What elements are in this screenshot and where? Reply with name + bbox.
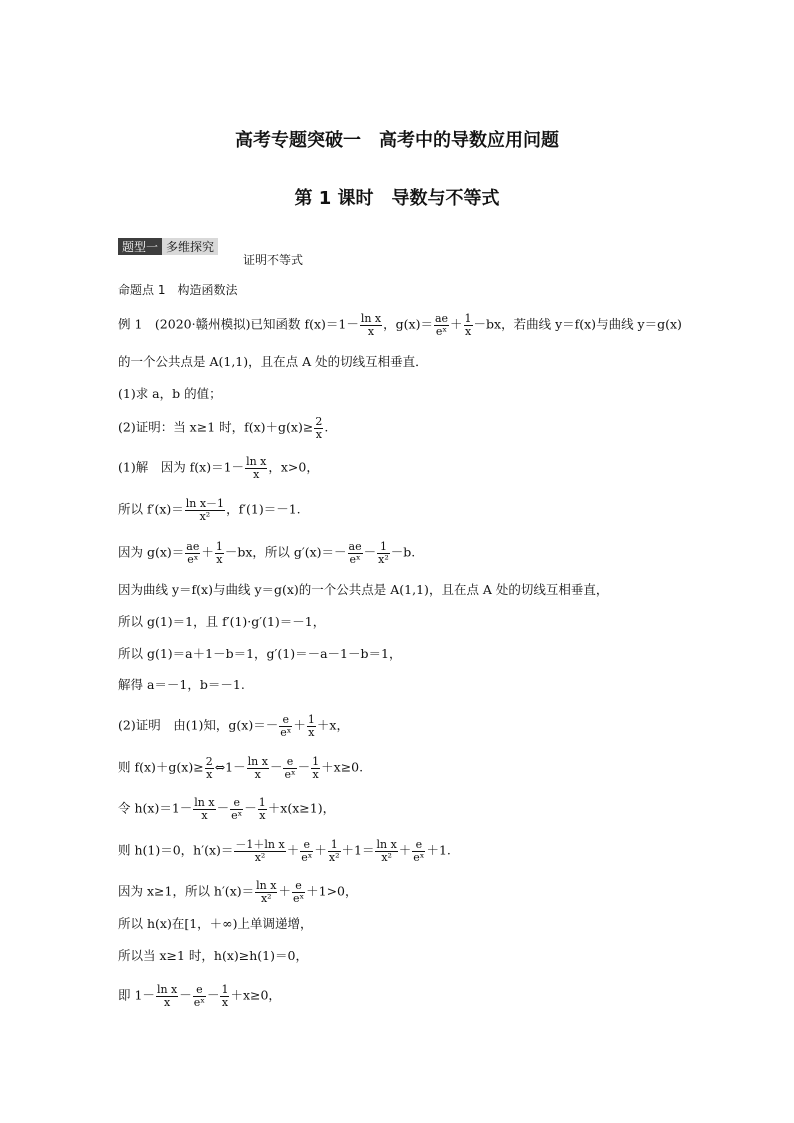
denominator: x² (199, 509, 211, 523)
example-line-1 (118, 313, 682, 337)
denominator: eˣ (349, 552, 361, 566)
text: 所以 f′(x)＝ (118, 501, 184, 517)
text: ＋ (314, 842, 327, 858)
denominator: eˣ (292, 891, 305, 905)
solution-line-6: 所以 g(1)＝a＋1－b＝1，g′(1)＝－a－1－b＝1， (118, 646, 402, 661)
denominator: eˣ (413, 850, 425, 864)
numerator: e (193, 984, 206, 997)
fraction (464, 313, 473, 337)
text: － (269, 759, 283, 775)
fraction (311, 756, 320, 780)
numerator: 1 (215, 540, 223, 553)
fraction (205, 756, 214, 780)
fraction (215, 541, 224, 565)
numerator: ln x (360, 312, 382, 325)
fraction (193, 984, 206, 1008)
solution-line-7: 解得 a＝－1，b＝－1. (118, 677, 245, 692)
numerator: 2 (205, 755, 213, 768)
fraction (193, 797, 215, 821)
text: ＋1>0， (306, 883, 358, 899)
text: . (324, 419, 329, 435)
denominator: x (163, 995, 171, 1009)
proof-line-6: 所以 h(x)在[1，＋∞)上单调递增， (118, 916, 313, 931)
solution-line-3 (118, 541, 415, 565)
text: ＋ (201, 544, 214, 560)
denominator: x (221, 995, 229, 1009)
numerator: e (283, 756, 296, 769)
proof-line-2 (118, 756, 363, 780)
fraction (255, 880, 277, 904)
numerator: ae (186, 540, 200, 553)
denominator: x (253, 467, 260, 481)
fraction (292, 880, 305, 904)
numerator: 1 (312, 755, 320, 768)
denominator: x² (328, 850, 340, 864)
text: ＋ (450, 316, 463, 332)
section-badge (118, 238, 218, 255)
solution-line-5: 所以 g(1)＝1，且 f′(1)·g′(1)＝－1， (118, 614, 326, 629)
fraction (348, 541, 363, 565)
proof-line-5 (118, 880, 358, 904)
text: (2)证明：当 x≥1 时，f(x)＋g(x)≥ (118, 419, 314, 435)
numerator: 1 (464, 312, 472, 325)
fraction (247, 756, 269, 780)
proof-line-7: 所以当 x≥1 时，h(x)≥h(1)＝0， (118, 948, 308, 963)
solution-line-1 (118, 456, 319, 480)
numerator: 1 (328, 839, 341, 852)
text: 则 f(x)＋g(x)≥ (118, 759, 204, 775)
lesson-subtitle: 第 1 课时 导数与不等式 (294, 188, 500, 209)
denominator: x (464, 324, 472, 338)
denominator: eˣ (187, 552, 199, 566)
proof-line-8 (118, 984, 281, 1008)
numerator: ln x (246, 455, 267, 468)
text: ＋x， (316, 717, 349, 733)
proof-line-4 (118, 839, 451, 863)
denominator: x (315, 427, 322, 441)
fraction (279, 714, 292, 738)
numerator: 1 (377, 541, 390, 554)
text: 即 1－ (118, 987, 155, 1003)
text: － (216, 800, 230, 816)
example-line-2: 的一个公共点是 A(1,1)，且在点 A 处的切线互相垂直． (118, 354, 428, 369)
text: ＋ (278, 883, 291, 899)
numerator: ln x (194, 796, 215, 809)
fraction (307, 714, 316, 738)
fraction (283, 756, 296, 780)
text: 令 h(x)＝1－ (118, 800, 193, 816)
denominator: x (201, 808, 208, 822)
denominator: eˣ (193, 995, 205, 1009)
badge-left: 题型一 (118, 238, 162, 255)
text: 因为 x≥1，所以 h′(x)＝ (118, 883, 255, 899)
denominator: x (259, 808, 266, 822)
text: － (363, 544, 377, 560)
fraction (375, 839, 397, 863)
numerator: 2 (315, 415, 323, 428)
text: (1)解 因为 f(x)＝1－ (118, 459, 245, 475)
text: －bx，所以 g′(x)＝－ (224, 544, 347, 560)
numerator: ln x (376, 838, 397, 851)
text: ＋1＝ (341, 842, 375, 858)
numerator: ln x (247, 755, 268, 768)
fraction (412, 839, 425, 863)
text: －b. (390, 544, 416, 560)
numerator: e (292, 880, 305, 893)
text: － (206, 987, 220, 1003)
fraction (377, 541, 390, 565)
fraction (360, 313, 382, 337)
numerator: e (412, 839, 425, 852)
denominator: x (367, 324, 375, 338)
fraction (314, 416, 323, 440)
text: ，x>0， (268, 459, 319, 475)
text: 则 h(1)＝0，h′(x)＝ (118, 842, 234, 858)
question-1: (1)求 a，b 的值； (118, 386, 222, 401)
text: (2)证明 由(1)知，g(x)＝－ (118, 717, 279, 733)
denominator: x² (254, 850, 266, 864)
page-title: 高考专题突破一 高考中的导数应用问题 (235, 130, 559, 151)
text: ＋x≥0， (230, 987, 281, 1003)
denominator: x² (260, 891, 272, 905)
denominator: x² (378, 552, 389, 566)
numerator: －1＋ln x (235, 838, 285, 851)
denominator: x (254, 767, 261, 781)
numerator: 1 (307, 713, 315, 726)
text: － (297, 759, 311, 775)
text: ＋x(x≥1)， (267, 800, 336, 816)
denominator: eˣ (301, 850, 313, 864)
proof-line-3 (118, 797, 335, 821)
point-heading: 命题点 1 构造函数法 (118, 283, 238, 297)
fraction (156, 984, 178, 1008)
numerator: ln x (256, 879, 277, 892)
numerator: e (300, 839, 313, 852)
numerator: 1 (221, 983, 229, 996)
text: － (179, 987, 192, 1003)
text: －bx，若曲线 y＝f(x)与曲线 y＝g(x) (473, 316, 682, 332)
denominator: x (216, 552, 223, 566)
numerator: ae (348, 540, 362, 553)
solution-line-4: 因为曲线 y＝f(x)与曲线 y＝g(x)的一个公共点是 A(1,1)，且在点 A 处的切线互相垂直， (118, 582, 609, 597)
text: 因为 g(x)＝ (118, 544, 185, 560)
text: ，g(x)＝ (383, 316, 433, 332)
text: 例 1 (2020·赣州模拟)已知函数 f(x)＝1－ (118, 316, 359, 332)
fraction (185, 541, 200, 565)
numerator: e (279, 714, 292, 727)
numerator: ae (434, 312, 449, 325)
text: ＋ (398, 842, 412, 858)
badge-right: 多维探究 (162, 238, 218, 255)
numerator: ln x－1 (185, 497, 225, 510)
text: ＋ (293, 717, 306, 733)
denominator: x (206, 767, 213, 781)
denominator: eˣ (280, 725, 292, 739)
denominator: eˣ (284, 767, 296, 781)
text: ＋ (286, 842, 300, 858)
fraction (328, 839, 341, 863)
question-2 (118, 416, 328, 440)
fraction (230, 797, 243, 821)
numerator: 1 (258, 796, 266, 809)
proof-line-1 (118, 714, 349, 738)
denominator: eˣ (231, 808, 243, 822)
fraction (300, 839, 313, 863)
solution-line-2 (118, 498, 301, 522)
text: ⇔1－ (214, 759, 246, 775)
fraction (185, 498, 225, 522)
text: ，f′(1)＝－1. (226, 501, 301, 517)
fraction (258, 797, 267, 821)
fraction (245, 456, 267, 480)
denominator: eˣ (435, 324, 448, 338)
text: ＋1. (426, 842, 451, 858)
topic-label: 证明不等式 (243, 253, 304, 267)
fraction (234, 839, 285, 863)
numerator: e (230, 797, 243, 810)
denominator: x² (381, 850, 392, 864)
fraction (434, 313, 449, 337)
text: ＋x≥0. (321, 759, 364, 775)
denominator: x (308, 725, 315, 739)
text: － (244, 800, 257, 816)
numerator: ln x (156, 983, 178, 996)
denominator: x (312, 767, 319, 781)
fraction (220, 984, 229, 1008)
